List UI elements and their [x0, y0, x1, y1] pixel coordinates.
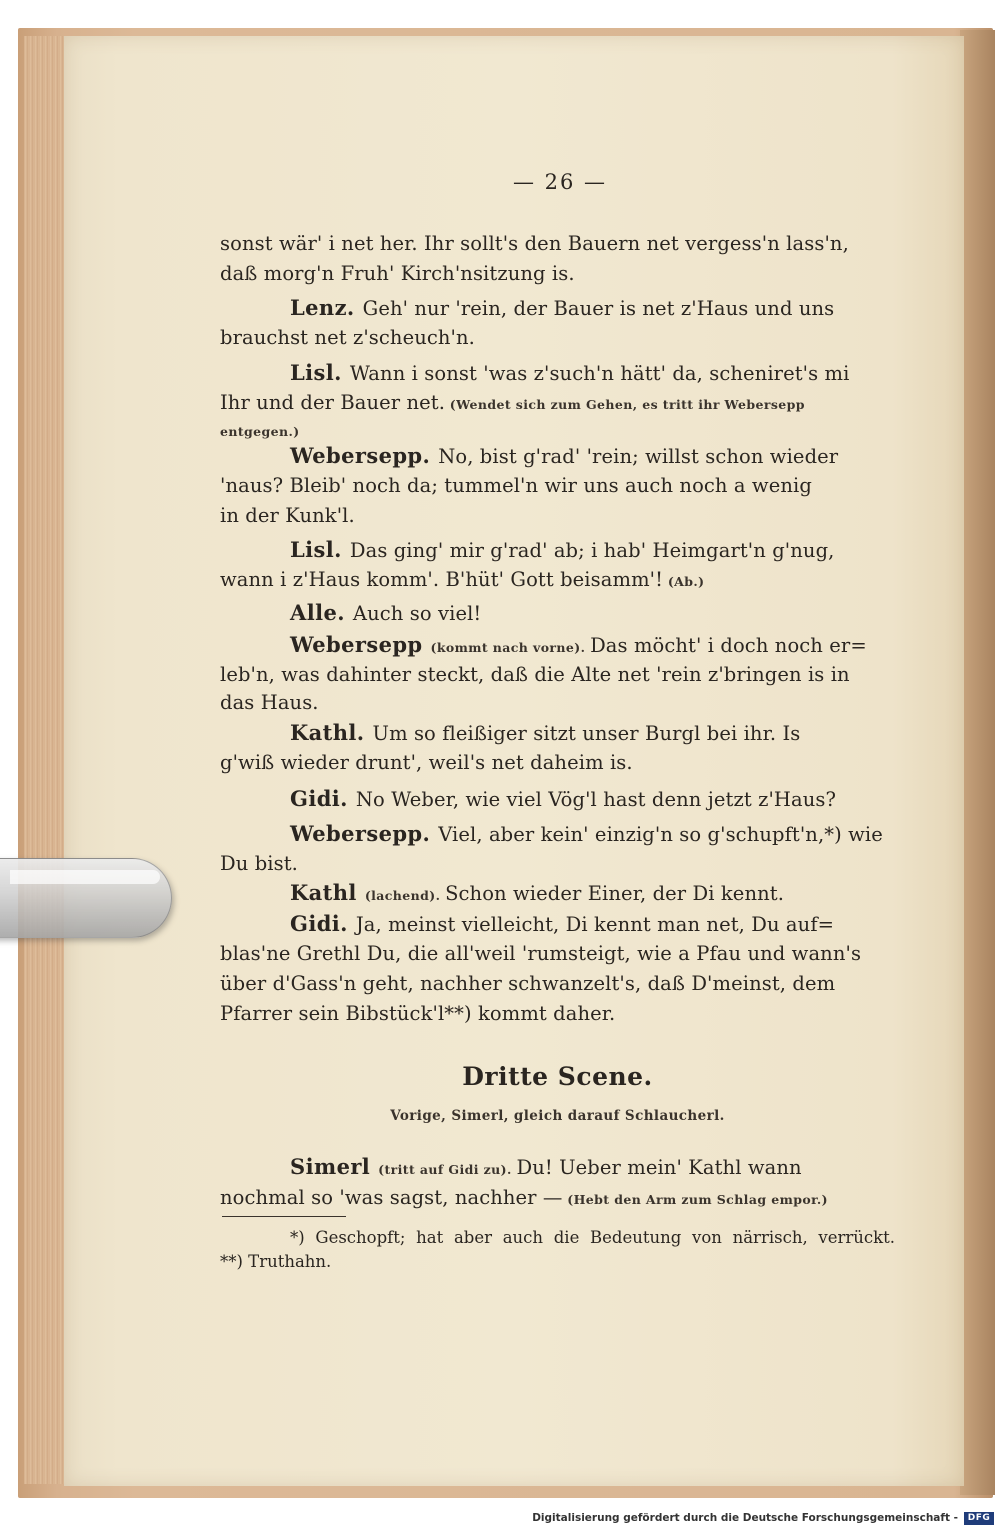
line-text: Viel, aber kein' einzig'n so g'schupft'n,*) wie — [438, 823, 883, 846]
speaker-name: Kathl — [290, 880, 357, 905]
footnote-2: **) Truthahn. — [220, 1252, 332, 1271]
line-text: Auch so viel! — [352, 602, 482, 625]
text-line — [220, 748, 895, 778]
line-text: leb'n, was dahinter steckt, daß die Alte net 'rein z'bringen is in — [220, 663, 850, 686]
speaker-name: Webersepp. — [290, 821, 431, 846]
text-line — [220, 688, 895, 718]
speaker-name: Webersepp. — [290, 443, 431, 468]
text-line — [220, 501, 895, 531]
text-line — [220, 229, 895, 259]
text-line — [220, 909, 895, 939]
line-text: g'wiß wieder drunt', weil's net daheim is. — [220, 751, 633, 774]
line-text: blas'ne Grethl Du, die all'weil 'rumsteigt, wie a Pfau und wann's — [220, 942, 862, 965]
text-line — [220, 999, 895, 1029]
text-line — [220, 259, 895, 289]
page-clip-highlight — [10, 870, 160, 884]
speaker-name: Lenz. — [290, 295, 355, 320]
text-line — [220, 441, 895, 471]
text-line — [220, 1152, 895, 1182]
line-text: das Haus. — [220, 691, 319, 714]
line-text: 'naus? Bleib' noch da; tummel'n wir uns auch noch a wenig — [220, 474, 812, 497]
line-text: daß morg'n Fruh' Kirch'nsitzung is. — [220, 262, 575, 285]
scene-cast: Vorige, Simerl, gleich darauf Schlaucherl. — [390, 1108, 725, 1124]
speaker-name: Lisl. — [290, 360, 342, 385]
stage-direction: entgegen.) — [220, 424, 300, 439]
line-text: Ihr und der Bauer net. — [220, 391, 446, 414]
speaker-name: Gidi. — [290, 911, 348, 936]
text-line — [220, 718, 895, 748]
stage-direction: (lachend). — [364, 888, 446, 903]
stage-direction: (Ab.) — [663, 574, 705, 589]
text-line — [220, 471, 895, 501]
line-text: in der Kunk'l. — [220, 504, 355, 527]
line-text: nochmal so 'was sagst, nachher — — [220, 1186, 563, 1209]
text-line — [220, 784, 895, 814]
speaker-name: Kathl. — [290, 720, 365, 745]
text-line — [220, 878, 895, 908]
line-text: No, bist g'rad' 'rein; willst schon wieder — [438, 445, 839, 468]
line-text: Um so fleißiger sitzt unser Burgl bei ihr. Is — [372, 722, 801, 745]
footnotes — [220, 1226, 895, 1274]
line-text: Pfarrer sein Bibstück'l**) kommt daher. — [220, 1002, 616, 1025]
line-text: wann i z'Haus komm'. B'hüt' Gott beisamm'! — [220, 568, 664, 591]
page-number: — 26 — — [512, 170, 608, 194]
line-text: Du! Ueber mein' Kathl wann — [516, 1156, 802, 1179]
dfg-logo-icon: DFG — [964, 1512, 994, 1525]
text-line — [220, 293, 895, 323]
text-line — [220, 388, 895, 418]
text-line — [220, 323, 895, 353]
text-line — [220, 939, 895, 969]
stage-direction: (tritt auf Gidi zu). — [378, 1162, 517, 1177]
funding-credit: Digitalisierung gefördert durch die Deutsche Forschungsgemeinschaft - — [532, 1512, 958, 1524]
text-line — [220, 535, 895, 565]
text-line — [220, 819, 895, 849]
text-line — [220, 358, 895, 388]
stage-direction: (Hebt den Arm zum Schlag empor.) — [562, 1192, 828, 1207]
line-text: Geh' nur 'rein, der Bauer is net z'Haus und uns — [362, 297, 835, 320]
text-line — [220, 1183, 895, 1213]
speaker-name: Simerl — [290, 1154, 371, 1179]
line-text: sonst wär' i net her. Ihr sollt's den Bauern net vergess'n lass'n, — [220, 232, 849, 255]
text-line — [220, 660, 895, 690]
line-text: Das möcht' i doch noch er= — [590, 634, 867, 657]
line-text: Wann i sonst 'was z'such'n hätt' da, scheniret's mi — [349, 362, 850, 385]
footnote-rule — [222, 1216, 346, 1217]
scene-title: Dritte Scene. — [462, 1062, 653, 1091]
text-line — [220, 630, 895, 660]
line-text: brauchst net z'scheuch'n. — [220, 326, 475, 349]
footnote-1: *) Geschopft; hat aber auch die Bedeutung von närrisch, verrückt. — [290, 1228, 895, 1247]
speaker-name: Webersepp — [290, 632, 423, 657]
line-text: Du bist. — [220, 852, 298, 875]
line-text: No Weber, wie viel Vög'l hast denn jetzt z'Haus? — [355, 788, 837, 811]
text-line — [220, 969, 895, 999]
text-line — [220, 598, 895, 628]
speaker-name: Lisl. — [290, 537, 342, 562]
speaker-name: Alle. — [290, 600, 345, 625]
stage-direction: (kommt nach vorne). — [430, 640, 591, 655]
text-line — [220, 565, 895, 595]
line-text: Das ging' mir g'rad' ab; i hab' Heimgart'n g'nug, — [349, 539, 835, 562]
text-line — [220, 849, 895, 879]
line-text: über d'Gass'n geht, nachher schwanzelt's, daß D'meinst, dem — [220, 972, 836, 995]
footer-bar — [0, 1509, 1000, 1529]
stage-direction: (Wendet sich zum Gehen, es tritt ihr Webersepp — [445, 397, 805, 412]
line-text: Ja, meinst vielleicht, Di kennt man net, Du auf= — [355, 913, 835, 936]
book-spine-shadow — [960, 30, 995, 1495]
line-text: Schon wieder Einer, der Di kennt. — [445, 882, 784, 905]
speaker-name: Gidi. — [290, 786, 348, 811]
